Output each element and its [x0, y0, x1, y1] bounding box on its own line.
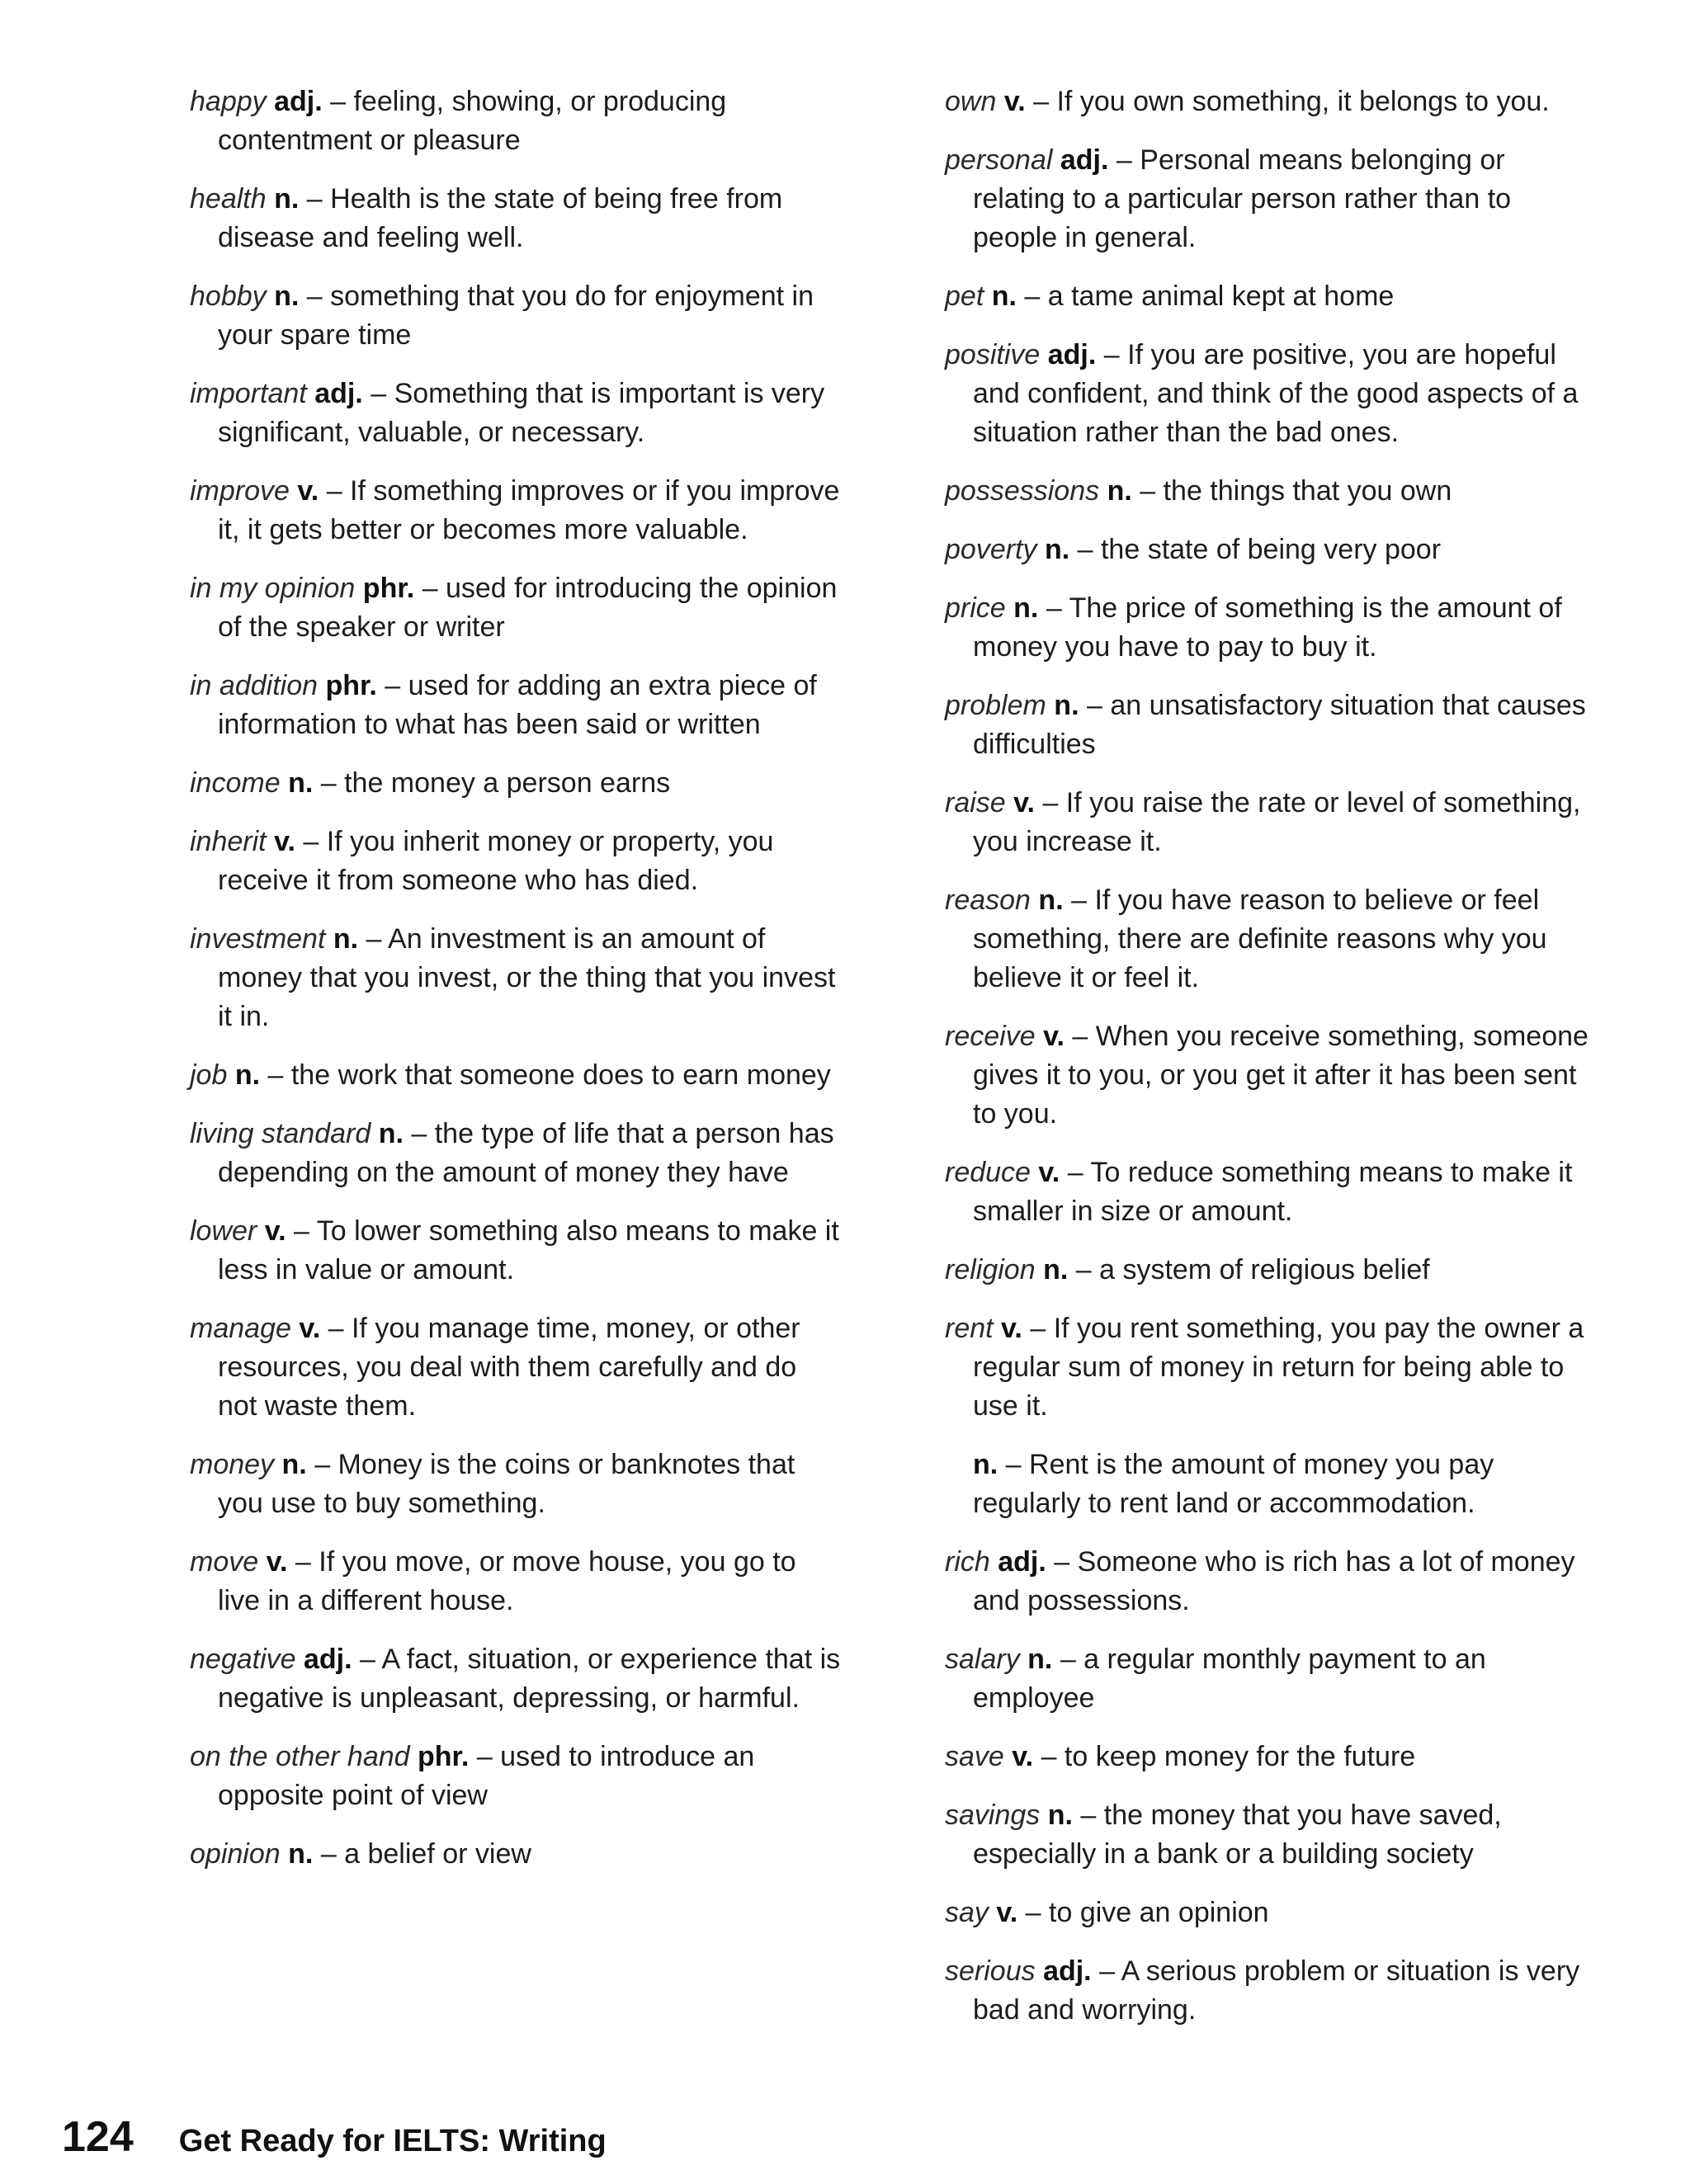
headword: savings — [945, 1800, 1041, 1831]
part-of-speech: n. — [333, 923, 359, 955]
definition: – used for introducing the opinion of the speaker or writer — [218, 573, 838, 643]
definition: – Rent is the amount of money you pay regularly to rent land or accommodation. — [973, 1449, 1494, 1519]
definition: – If you inherit money or property, you receive it from someone who has died. — [218, 826, 774, 896]
headword: personal — [945, 144, 1053, 176]
part-of-speech: adj. — [314, 378, 363, 409]
headword: in addition — [190, 670, 319, 701]
part-of-speech: n. — [288, 1838, 314, 1870]
headword: job — [190, 1059, 228, 1091]
headword: income — [190, 767, 281, 799]
part-of-speech: phr. — [325, 670, 377, 701]
part-of-speech: n. — [281, 1449, 307, 1480]
glossary-entry — [945, 1543, 1597, 1620]
glossary-entry — [945, 83, 1597, 121]
definition: – a system of religious belief — [1075, 1254, 1430, 1285]
glossary-entry — [945, 531, 1597, 569]
glossary-entry — [190, 83, 842, 160]
definition: – the things that you own — [1140, 475, 1452, 507]
part-of-speech: adj. — [1060, 144, 1109, 176]
headword: hobby — [190, 281, 267, 312]
definition: – The price of something is the amount of money you have to pay to buy it. — [973, 592, 1562, 663]
definition: – the state of being very poor — [1077, 534, 1442, 565]
definition: – used for adding an extra piece of information to what has been said or written — [218, 670, 817, 740]
definition: – a tame animal kept at home — [1024, 281, 1395, 312]
definition: – a belief or view — [320, 1838, 531, 1870]
definition: – Personal means belonging or relating to a particular person rather than to people in general. — [973, 144, 1512, 253]
definition: – If you manage time, money, or other resources, you deal with them carefully and do not waste them. — [218, 1313, 800, 1422]
glossary-entry — [190, 569, 842, 647]
glossary-column-left — [190, 83, 842, 1894]
glossary-entry — [190, 764, 842, 803]
headword: receive — [945, 1021, 1036, 1052]
headword: opinion — [190, 1838, 281, 1870]
definition: – a regular monthly payment to an employee — [973, 1644, 1486, 1714]
definition: – Something that is important is very significant, valuable, or necessary. — [218, 378, 825, 448]
glossary-entry — [945, 1640, 1597, 1718]
part-of-speech: v. — [996, 1897, 1018, 1928]
glossary-entry — [190, 1309, 842, 1426]
glossary-entry — [945, 1738, 1597, 1776]
page-footer — [62, 2112, 607, 2162]
headword: own — [945, 86, 997, 117]
glossary-entry — [190, 472, 842, 550]
part-of-speech: adj. — [1047, 339, 1097, 370]
glossary-entry — [190, 1738, 842, 1815]
definition: – something that you do for enjoyment in your spare time — [218, 281, 814, 351]
part-of-speech: adj. — [304, 1644, 352, 1675]
definition: – To reduce something means to make it smaller in size or amount. — [973, 1157, 1573, 1227]
part-of-speech: v. — [297, 475, 319, 507]
part-of-speech: n. — [274, 281, 300, 312]
glossary-entry — [190, 667, 842, 744]
headword: manage — [190, 1313, 291, 1344]
definition: – An investment is an amount of money that you invest, or the thing that you invest it in. — [218, 923, 836, 1032]
definition: – Money is the coins or banknotes that you use to buy something. — [218, 1449, 795, 1519]
headword: save — [945, 1741, 1004, 1772]
part-of-speech: n. — [1043, 1254, 1069, 1285]
definition: – to give an opinion — [1025, 1897, 1269, 1928]
part-of-speech: n. — [288, 767, 314, 799]
part-of-speech: v. — [299, 1313, 321, 1344]
headword: religion — [945, 1254, 1036, 1285]
headword: rich — [945, 1546, 990, 1578]
glossary-entry — [190, 375, 842, 452]
definition: – When you receive something, someone gives it to you, or you get it after it has been sent to you. — [973, 1021, 1589, 1130]
part-of-speech: phr. — [418, 1741, 470, 1772]
glossary-entry — [190, 277, 842, 355]
headword: negative — [190, 1644, 296, 1675]
glossary-entry — [945, 1952, 1597, 2030]
definition: – If you rent something, you pay the owner a regular sum of money in return for being able to use it. — [973, 1313, 1584, 1422]
headword: improve — [190, 475, 290, 507]
part-of-speech: n. — [973, 1449, 998, 1480]
part-of-speech: n. — [1047, 1800, 1073, 1831]
glossary-entry — [945, 1017, 1597, 1134]
headword: move — [190, 1546, 259, 1578]
headword: poverty — [945, 534, 1037, 565]
glossary-entry — [945, 336, 1597, 452]
part-of-speech: n. — [274, 183, 300, 215]
part-of-speech: v. — [1001, 1313, 1022, 1344]
glossary-entry — [945, 784, 1597, 861]
headword: important — [190, 378, 307, 409]
headword: pet — [945, 281, 984, 312]
part-of-speech: n. — [991, 281, 1017, 312]
definition: – A fact, situation, or experience that is negative is unpleasant, depressing, or harmful. — [218, 1644, 841, 1714]
definition: – Someone who is rich has a lot of money and possessions. — [973, 1546, 1575, 1616]
part-of-speech: v. — [266, 1546, 288, 1578]
glossary-entry — [945, 881, 1597, 998]
glossary-entry — [945, 1309, 1597, 1426]
glossary-entry — [190, 180, 842, 257]
definition: – Health is the state of being free from disease and feeling well. — [218, 183, 783, 253]
definition: – the money a person earns — [320, 767, 671, 799]
part-of-speech: v. — [1012, 1741, 1034, 1772]
definition: – If you move, or move house, you go to live in a different house. — [218, 1546, 796, 1616]
glossary-entry — [190, 920, 842, 1036]
definition: – If you have reason to believe or feel something, there are definite reasons why you believe it or feel it. — [973, 884, 1547, 993]
headword: serious — [945, 1955, 1036, 1987]
glossary-entry — [190, 1115, 842, 1192]
book-title: Get Ready for IELTS: Writing — [178, 2124, 607, 2158]
headword: money — [190, 1449, 275, 1480]
definition: – If you own something, it belongs to you. — [1033, 86, 1550, 117]
headword: salary — [945, 1644, 1020, 1675]
glossary-entry — [190, 1056, 842, 1095]
glossary-entry — [945, 1251, 1597, 1290]
glossary-entry — [945, 141, 1597, 257]
part-of-speech: adj. — [998, 1546, 1046, 1578]
part-of-speech: v. — [1003, 86, 1026, 117]
headword: raise — [945, 787, 1006, 818]
headword: health — [190, 183, 267, 215]
headword: reduce — [945, 1157, 1031, 1188]
definition: – A serious problem or situation is very bad and worrying. — [973, 1955, 1580, 2026]
definition: – the work that someone does to earn money — [267, 1059, 831, 1091]
headword: inherit — [190, 826, 267, 857]
definition: – To lower something also means to make it less in value or amount. — [218, 1215, 839, 1285]
definition: – the money that you have saved, especially in a bank or a building society — [973, 1800, 1502, 1870]
glossary-entry — [190, 823, 842, 900]
glossary-entry — [945, 1796, 1597, 1874]
definition: – feeling, showing, or producing contentment or pleasure — [218, 86, 727, 156]
definition: – used to introduce an opposite point of view — [218, 1741, 755, 1811]
glossary-entry — [945, 472, 1597, 511]
definition: – the type of life that a person has depending on the amount of money they have — [218, 1118, 834, 1188]
glossary-column-right — [945, 83, 1597, 2050]
part-of-speech: phr. — [362, 573, 415, 604]
part-of-speech: n. — [1107, 475, 1132, 507]
headword: problem — [945, 690, 1046, 721]
part-of-speech: v. — [1043, 1021, 1065, 1052]
glossary-entry — [190, 1212, 842, 1290]
headword: happy — [190, 86, 267, 117]
part-of-speech: n. — [1044, 534, 1070, 565]
glossary-entry — [945, 1446, 1597, 1523]
page-number: 124 — [62, 2113, 134, 2161]
glossary-entry — [190, 1640, 842, 1718]
part-of-speech: n. — [1013, 592, 1039, 624]
part-of-speech: n. — [234, 1059, 261, 1091]
part-of-speech: n. — [1027, 1644, 1053, 1675]
part-of-speech: v. — [274, 826, 295, 857]
headword: positive — [945, 339, 1041, 370]
definition: – If you raise the rate or level of something, you increase it. — [973, 787, 1581, 857]
glossary-entry — [945, 1894, 1597, 1932]
glossary-entry — [945, 277, 1597, 316]
headword: lower — [190, 1215, 257, 1247]
part-of-speech: v. — [264, 1215, 286, 1247]
part-of-speech: n. — [1054, 690, 1079, 721]
definition: – an unsatisfactory situation that causes difficulties — [973, 690, 1586, 760]
glossary-entry — [190, 1543, 842, 1620]
part-of-speech: n. — [1038, 884, 1064, 916]
glossary-entry — [945, 589, 1597, 667]
headword: say — [945, 1897, 989, 1928]
glossary-entry — [945, 1153, 1597, 1231]
glossary-entry — [190, 1446, 842, 1523]
headword: price — [945, 592, 1006, 624]
glossary-entry — [190, 1835, 842, 1874]
headword: investment — [190, 923, 326, 955]
definition: – to keep money for the future — [1041, 1741, 1416, 1772]
headword: reason — [945, 884, 1031, 916]
part-of-speech: v. — [1038, 1157, 1060, 1188]
headword: in my opinion — [190, 573, 356, 604]
part-of-speech: adj. — [274, 86, 323, 117]
glossary-entry — [945, 686, 1597, 764]
headword: possessions — [945, 475, 1100, 507]
headword: on the other hand — [190, 1741, 410, 1772]
headword: rent — [945, 1313, 994, 1344]
part-of-speech: v. — [1013, 787, 1035, 818]
headword: living standard — [190, 1118, 371, 1149]
part-of-speech: n. — [378, 1118, 404, 1149]
definition: – If you are positive, you are hopeful and confident, and think of the good aspects of a situation rather than the bad ones. — [973, 339, 1579, 448]
definition: – If something improves or if you improve it, it gets better or becomes more valuable. — [218, 475, 840, 545]
part-of-speech: adj. — [1043, 1955, 1092, 1987]
